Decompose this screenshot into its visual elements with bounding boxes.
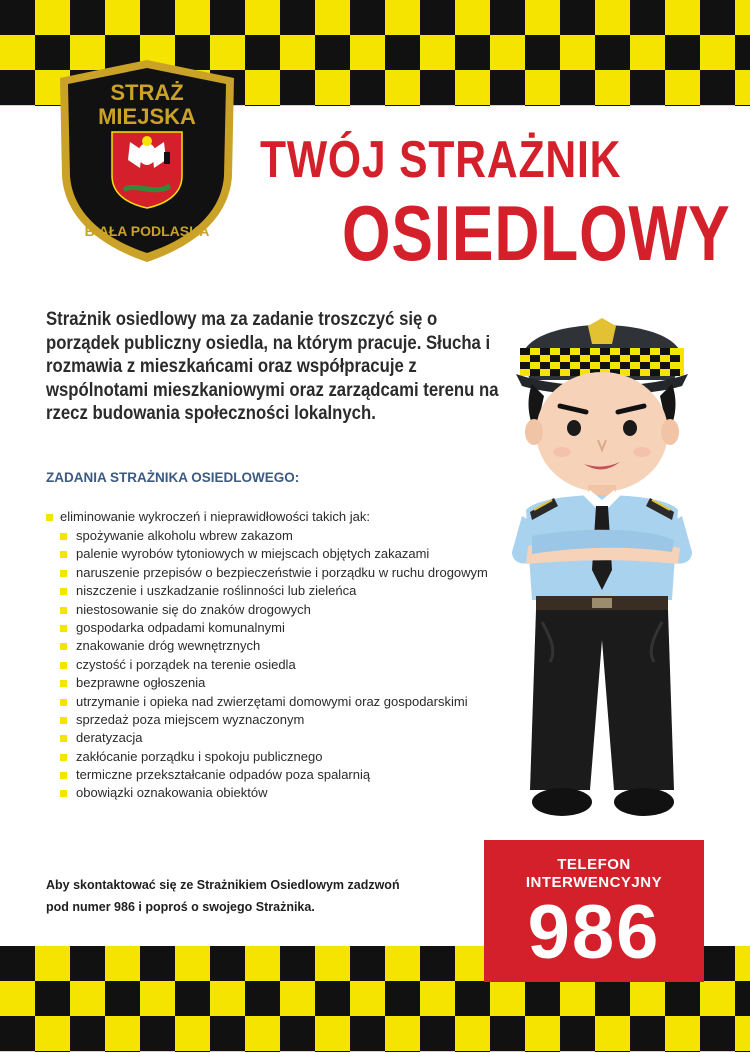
bullet-square-icon [60, 551, 67, 558]
task-item-text: deratyzacja [76, 730, 143, 746]
task-item [46, 693, 516, 711]
tasks-list [46, 508, 516, 803]
task-item [46, 748, 516, 766]
bullet-square-icon [60, 717, 67, 724]
task-item [46, 784, 516, 802]
title-line1: TWÓJ STRAŻNIK [260, 131, 622, 189]
bullet-square-icon [60, 625, 67, 632]
bullet-square-icon [60, 772, 67, 779]
task-main-item [46, 508, 516, 526]
task-main-text: eliminowanie wykroczeń i nieprawidłowości takich jak: [60, 509, 370, 524]
task-item-text: termiczne przekształcanie odpadów poza spalarnią [76, 767, 371, 783]
city-guard-badge [54, 56, 240, 266]
task-item [46, 601, 516, 619]
task-item-text: gospodarka odpadami komunalnymi [76, 619, 285, 635]
task-item [46, 766, 516, 784]
task-item-text: bezprawne ogłoszenia [76, 675, 206, 691]
phone-number: 986 [527, 890, 661, 975]
badge-line2: MIEJSKA [98, 104, 196, 129]
task-item-text: obowiązki oznakowania obiektów [76, 785, 268, 801]
bullet-square-icon [60, 588, 67, 595]
task-item-text: czystość i porządek na terenie osiedla [76, 656, 296, 672]
bullet-square-icon [60, 754, 67, 761]
task-item [46, 729, 516, 747]
task-item-text: naruszenie przepisów o bezpieczeństwie i porządku w ruchu drogowym [76, 564, 488, 580]
task-item [46, 545, 516, 563]
phone-label [484, 856, 704, 892]
bullet-square-icon [60, 662, 67, 669]
phone-label-line2: INTERWENCYJNY [525, 874, 663, 891]
task-item-text: spożywanie alkoholu wbrew zakazom [76, 528, 293, 543]
task-item [46, 564, 516, 582]
bullet-square-icon [60, 790, 67, 797]
bullet-square-icon [60, 570, 67, 577]
intro-paragraph: Strażnik osiedlowy ma za zadanie troszczyć się o porządek publiczny osiedla, na którym pracuje. Słucha i rozmawia z mieszkańcami oraz współpracuje z wspólnotami mieszkaniowymi oraz zarządcami terenu na rzecz budowania społeczności lokalnych. [46, 309, 499, 424]
task-item-text: niestosowanie się do znaków drogowych [76, 601, 311, 617]
task-item [46, 527, 516, 545]
phone-label-line1: TELEFON [557, 856, 631, 873]
bullet-square-icon [60, 699, 67, 706]
contact-text [46, 874, 446, 918]
contact-line1: Aby skontaktować się ze Strażnikiem Osiedlowym zadzwoń [46, 878, 400, 892]
contact-line2: pod numer 986 i poproś o swojego Strażnika. [46, 900, 315, 914]
city-coat-of-arms-icon [112, 132, 182, 208]
tasks-heading: ZADANIA STRAŻNIKA OSIEDLOWEGO: [46, 470, 300, 485]
bullet-square-icon [60, 533, 67, 540]
task-item [46, 711, 516, 729]
task-item-text: niszczenie i uszkadzanie roślinności lub zieleńca [76, 583, 357, 599]
task-item-text: zakłócanie porządku i spokoju publicznego [76, 748, 323, 764]
task-item [46, 619, 516, 637]
bullet-square-icon [60, 607, 67, 614]
badge-line3: BIAŁA PODLASKA [84, 223, 210, 239]
task-item [46, 582, 516, 600]
task-item-text: utrzymanie i opieka nad zwierzętami domowymi oraz gospodarskimi [76, 693, 468, 709]
bullet-square-icon [60, 643, 67, 650]
task-item-text: sprzedaż poza miejscem wyznaczonym [76, 711, 305, 727]
task-item-text: palenie wyrobów tytoniowych w miejscach objętych zakazami [76, 546, 430, 562]
bullet-square-icon [46, 514, 53, 521]
title-line2: OSIEDLOWY [342, 189, 731, 277]
bullet-square-icon [60, 735, 67, 742]
task-item [46, 637, 516, 655]
municipal-guard-officer-illustration [502, 300, 702, 825]
task-item-text: znakowanie dróg wewnętrznych [76, 638, 261, 654]
task-item [46, 674, 516, 692]
emergency-phone-box [484, 840, 704, 982]
task-sublist [46, 527, 516, 803]
task-item [46, 656, 516, 674]
bullet-square-icon [60, 680, 67, 687]
badge-line1: STRAŻ [110, 80, 184, 105]
